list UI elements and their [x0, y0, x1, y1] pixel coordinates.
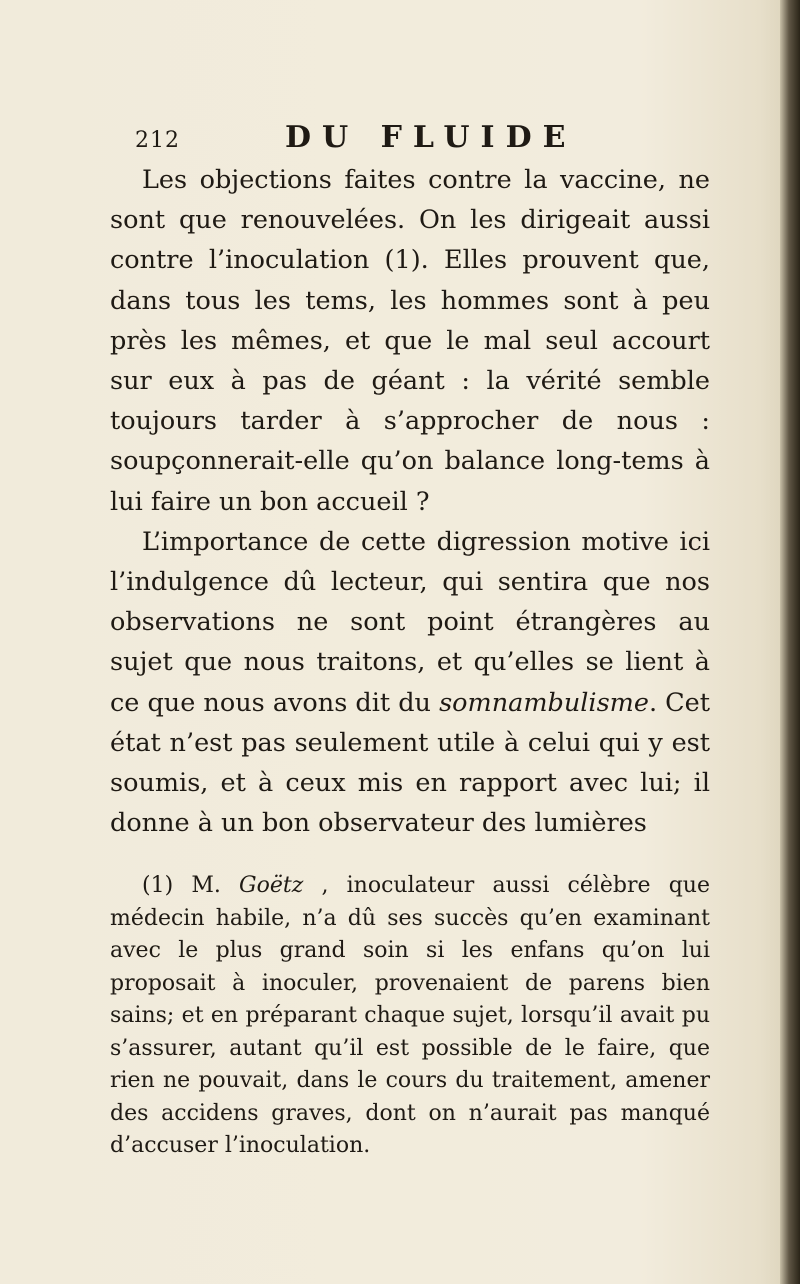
paragraph-2-text-start: L’importance de cette digression motive ici l’indulgence dû lecteur, qui sentira que nos observations ne sont point étrangères au sujet que nous traitons, et qu’elles se lient à ce que nous avons dit du	[110, 526, 710, 718]
paragraph-1-text: Les objections faites contre la vaccine, ne sont que renouvelées. On les dirigeait aussi contre l’inoculation (1). Elles prouvent que, dans tous les tems, les hommes sont à peu près les mêmes, et que le mal seul accourt sur eux à pas de géant : la vérité semble toujours tarder à s’approcher de nous : soupçonnerait-elle qu’on balance long-tems à lui faire un bon accueil ?	[110, 165, 710, 517]
page-header	[135, 120, 695, 160]
footnotes	[110, 870, 710, 1163]
running-title: DU FLUIDE	[285, 120, 577, 155]
main-text	[110, 160, 710, 843]
footnote-text: , inoculateur aussi célèbre que médecin habile, n’a dû ses succès qu’en examinant avec le plus grand soin si les enfans qu’on lui proposait à inoculer, provenaient de parens bien sains; et en préparant chaque sujet, lorsqu’il avait pu s’assurer, autant qu’il est possible de le faire, que rien ne pouvait, dans le cours du traitement, amener des accidens graves, dont on n’aurait pas manqué d’accuser l’inoculation.	[110, 873, 710, 1158]
page-number: 212	[135, 128, 180, 153]
footnote-marker: (1) M.	[142, 873, 240, 898]
emphasis-term: somnambulisme	[439, 687, 649, 718]
paragraph-1	[110, 160, 710, 522]
footnote-1	[110, 870, 710, 1163]
page-edge-shadow	[780, 0, 800, 1284]
paragraph-2-text-end: . Cet état n’est pas seulement utile à celui qui y est soumis, et à ceux mis en rapport avec lui; il donne à un bon observateur des lumières	[110, 687, 711, 839]
footnote-name: Goëtz	[239, 873, 304, 898]
paragraph-2	[110, 522, 710, 844]
